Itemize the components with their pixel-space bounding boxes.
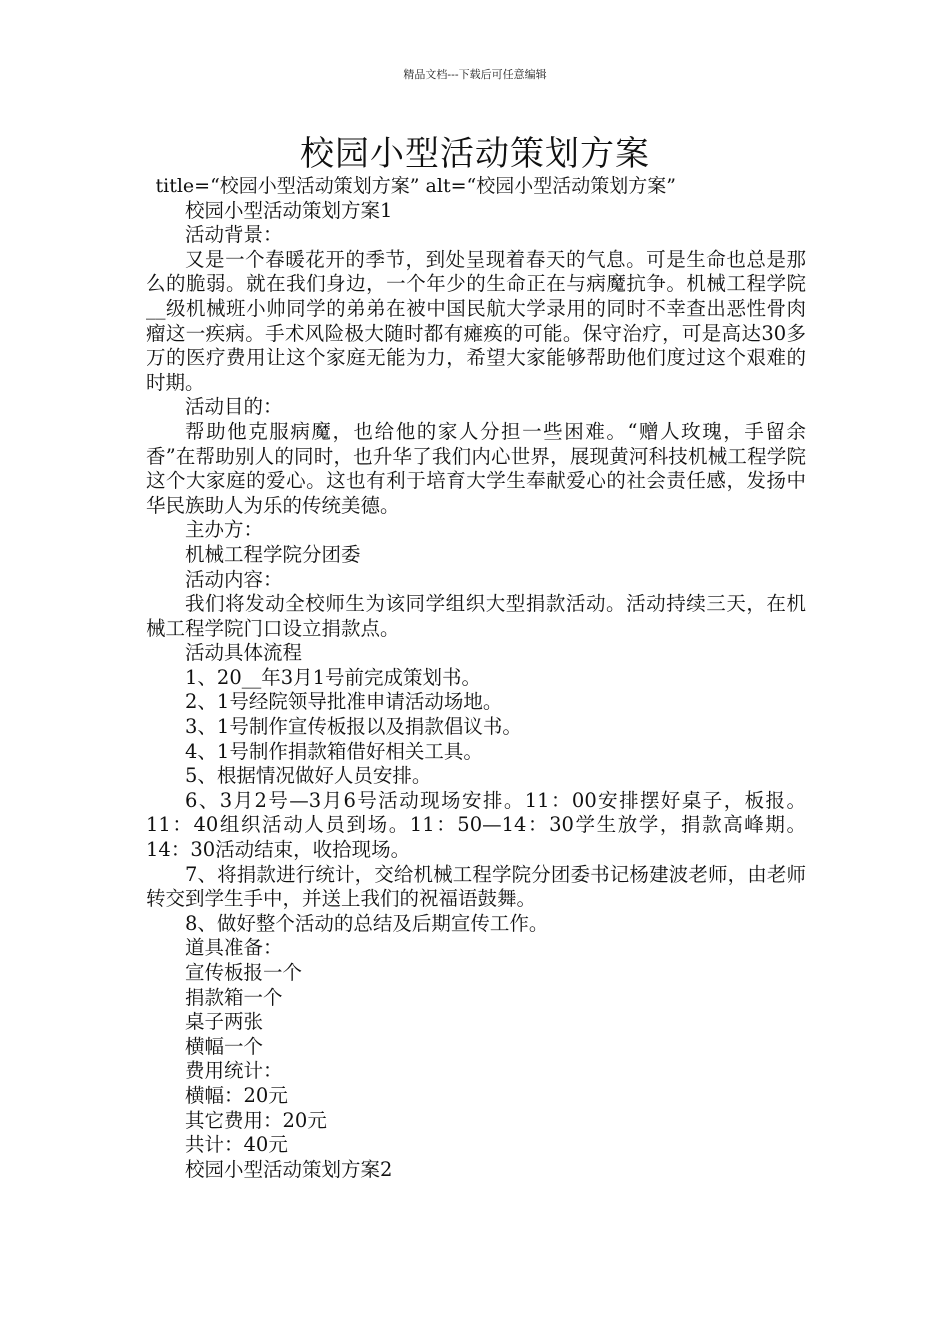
body-line: 其它费用：20元	[185, 1108, 327, 1132]
body-line: 共计：40元	[185, 1133, 288, 1157]
page-header: 精品文档---下载后可任意编辑	[403, 68, 547, 81]
list-item: 8、做好整个活动的总结及后期宣传工作。	[185, 911, 549, 935]
body-paragraph: 我们将发动全校师生为该同学组织大型捐款活动。活动持续三天，在机械工程学院门口设立捐款点。	[146, 592, 806, 640]
section-heading: 校园小型活动策划方案2	[185, 1157, 393, 1181]
body-line: 捐款箱一个	[185, 985, 283, 1009]
title-alt-line: title=“校园小型活动策划方案” alt=“校园小型活动策划方案”	[155, 175, 676, 197]
list-item: 5、根据情况做好人员安排。	[185, 764, 432, 788]
section-label: 活动具体流程	[185, 641, 303, 665]
list-item: 4、1号制作捐款箱借好相关工具。	[185, 739, 483, 763]
body-line: 宣传板报一个	[185, 961, 303, 984]
section-label: 活动内容：	[185, 567, 283, 591]
body-line: 横幅：20元	[185, 1083, 288, 1107]
body-line: 机械工程学院分团委	[185, 542, 361, 566]
section-heading: 校园小型活动策划方案1	[185, 198, 393, 222]
section-label: 道具准备：	[185, 936, 283, 960]
body-line: 横幅一个	[185, 1034, 264, 1058]
list-item: 6、3月2号—3月6号活动现场安排。11：00安排摆好桌子，板报。11：40组织活动人员到场。11：50—14：30学生放学，捐款高峰期。14：30活动结束，收拾现场。	[146, 788, 806, 862]
section-label: 费用统计：	[185, 1059, 283, 1083]
section-label: 主办方：	[185, 518, 264, 542]
list-item: 7、将捐款进行统计，交给机械工程学院分团委书记杨建波老师，由老师转交到学生手中，并送上我们的祝福语鼓舞。	[146, 862, 806, 911]
section-label: 活动目的：	[185, 395, 283, 419]
section-label: 活动背景：	[185, 223, 283, 247]
list-item: 1、20__年3月1号前完成策划书。	[185, 665, 482, 689]
body-paragraph: 帮助他克服病魔，也给他的家人分担一些困难。“赠人玫瑰，手留余香”在帮助别人的同时，也升华了我们内心世界，展现黄河科技机械工程学院这个大家庭的爱心。这也有利于培育大学生奉献爱心的社会责任感，发扬中华民族助人为乐的传统美德。	[146, 419, 806, 517]
list-item: 2、1号经院领导批准申请活动场地。	[185, 690, 503, 714]
body-line: 桌子两张	[185, 1010, 264, 1034]
document-title: 校园小型活动策划方案	[300, 134, 650, 174]
document-body	[146, 174, 806, 1182]
body-paragraph: 又是一个春暖花开的季节，到处呈现着春天的气息。可是生命也总是那么的脆弱。就在我们身边，一个年少的生命正在与病魔抗争。机械工程学院__级机械班小帅同学的弟弟在被中国民航大学录用的同时不幸查出恶性骨肉瘤这一疾病。手术风险极大随时都有瘫痪的可能。保守治疗，可是高达30多万的医疗费用让这个家庭无能为力，希望大家能够帮助他们度过这个艰难的时期。	[146, 247, 806, 394]
list-item: 3、1号制作宣传板报以及捐款倡议书。	[185, 715, 522, 739]
